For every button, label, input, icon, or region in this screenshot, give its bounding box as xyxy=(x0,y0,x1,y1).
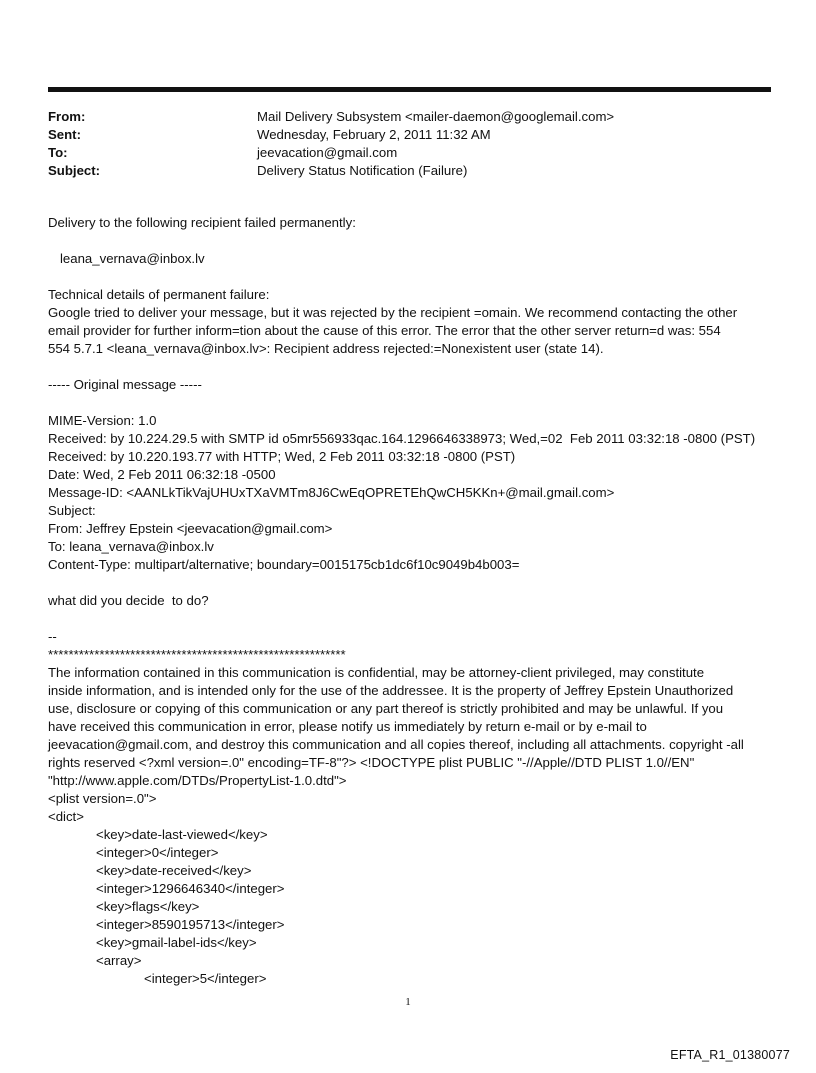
header-line: Message-ID: <AANLkTikVajUHUxTXaVMTm8J6CwEqOPRETEhQwCH5KKn+@mail.gmail.com> xyxy=(48,485,615,500)
disclaimer-line: The information contained in this communication is confidential, may be attorney-client privileged, may constitute xyxy=(48,665,705,680)
tech-heading: Technical details of permanent failure: xyxy=(48,287,270,302)
document-stamp: EFTA_R1_01380077 xyxy=(670,1048,790,1062)
header-line: From: Jeffrey Epstein <jeevacation@gmail.com> xyxy=(48,521,333,536)
tech-line: 554 5.7.1 <leana_vernava@inbox.lv>: Recipient address rejected:=Nonexistent user (state 14). xyxy=(48,341,604,356)
sent-value: Wednesday, February 2, 2011 11:32 AM xyxy=(257,127,491,142)
header-line: Date: Wed, 2 Feb 2011 06:32:18 -0500 xyxy=(48,467,276,482)
dict-line: <integer>1296646340</integer> xyxy=(96,881,285,896)
dict-open: <dict> xyxy=(48,809,84,824)
subject-row xyxy=(48,162,614,180)
disclaimer-line: have received this communication in error, please notify us immediately by return e-mail or by e-mail to xyxy=(48,719,647,734)
dict-line: <key>date-received</key> xyxy=(96,863,252,878)
sent-row xyxy=(48,126,614,144)
failed-recipient: leana_vernava@inbox.lv xyxy=(60,251,205,266)
top-rule xyxy=(48,87,771,92)
email-header xyxy=(48,108,614,180)
to-value: jeevacation@gmail.com xyxy=(257,145,398,160)
email-body xyxy=(48,214,771,988)
plist-open: <plist version=.0"> xyxy=(48,791,157,806)
star-divider: ********************************************************** xyxy=(48,647,346,662)
signature-dash: -- xyxy=(48,629,57,644)
page-number: 1 xyxy=(405,996,411,1008)
original-message-marker: ----- Original message ----- xyxy=(48,377,202,392)
subject-value: Delivery Status Notification (Failure) xyxy=(257,163,468,178)
header-line: Received: by 10.224.29.5 with SMTP id o5mr556933qac.164.1296646338973; Wed,=02 Feb 2011 03:32:18 -0800 (PST) xyxy=(48,431,756,446)
dict-line: <integer>0</integer> xyxy=(96,845,219,860)
dict-line: <array> xyxy=(96,953,142,968)
tech-line: email provider for further inform=tion about the cause of this error. The error that the other server return=d was: 554 xyxy=(48,323,721,338)
header-line: Content-Type: multipart/alternative; boundary=0015175cb1dc6f10c9049b4b003= xyxy=(48,557,520,572)
header-line: Received: by 10.220.193.77 with HTTP; Wed, 2 Feb 2011 03:32:18 -0800 (PST) xyxy=(48,449,516,464)
dict-line: <key>gmail-label-ids</key> xyxy=(96,935,257,950)
array-line: <integer>5</integer> xyxy=(144,971,267,986)
to-label: To: xyxy=(48,145,68,160)
subject-label: Subject: xyxy=(48,163,101,178)
disclaimer-line: inside information, and is intended only for the use of the addressee. It is the property of Jeffrey Epstein Unauthorized xyxy=(48,683,734,698)
from-value: Mail Delivery Subsystem <mailer-daemon@googlemail.com> xyxy=(257,109,615,124)
to-row xyxy=(48,144,614,162)
failure-intro: Delivery to the following recipient failed permanently: xyxy=(48,215,356,230)
disclaimer-line: "http://www.apple.com/DTDs/PropertyList-1.0.dtd"> xyxy=(48,773,347,788)
disclaimer-line: jeevacation@gmail.com, and destroy this communication and all copies thereof, including all attachments. copyright -all xyxy=(48,737,744,752)
message-question: what did you decide to do? xyxy=(48,593,209,608)
dict-line: <key>flags</key> xyxy=(96,899,200,914)
from-label: From: xyxy=(48,109,86,124)
from-row xyxy=(48,108,614,126)
header-line: MIME-Version: 1.0 xyxy=(48,413,157,428)
disclaimer-line: use, disclosure or copying of this communication or any part thereof is strictly prohibited and may be unlawful. If you xyxy=(48,701,724,716)
tech-line: Google tried to deliver your message, but it was rejected by the recipient =omain. We recommend contacting the other xyxy=(48,305,738,320)
header-line: To: leana_vernava@inbox.lv xyxy=(48,539,214,554)
disclaimer-line: rights reserved <?xml version=.0" encoding=TF-8"?> <!DOCTYPE plist PUBLIC "-//Apple//DTD PLIST 1.0//EN" xyxy=(48,755,695,770)
sent-label: Sent: xyxy=(48,127,81,142)
dict-line: <key>date-last-viewed</key> xyxy=(96,827,268,842)
dict-line: <integer>8590195713</integer> xyxy=(96,917,285,932)
header-line: Subject: xyxy=(48,503,96,518)
